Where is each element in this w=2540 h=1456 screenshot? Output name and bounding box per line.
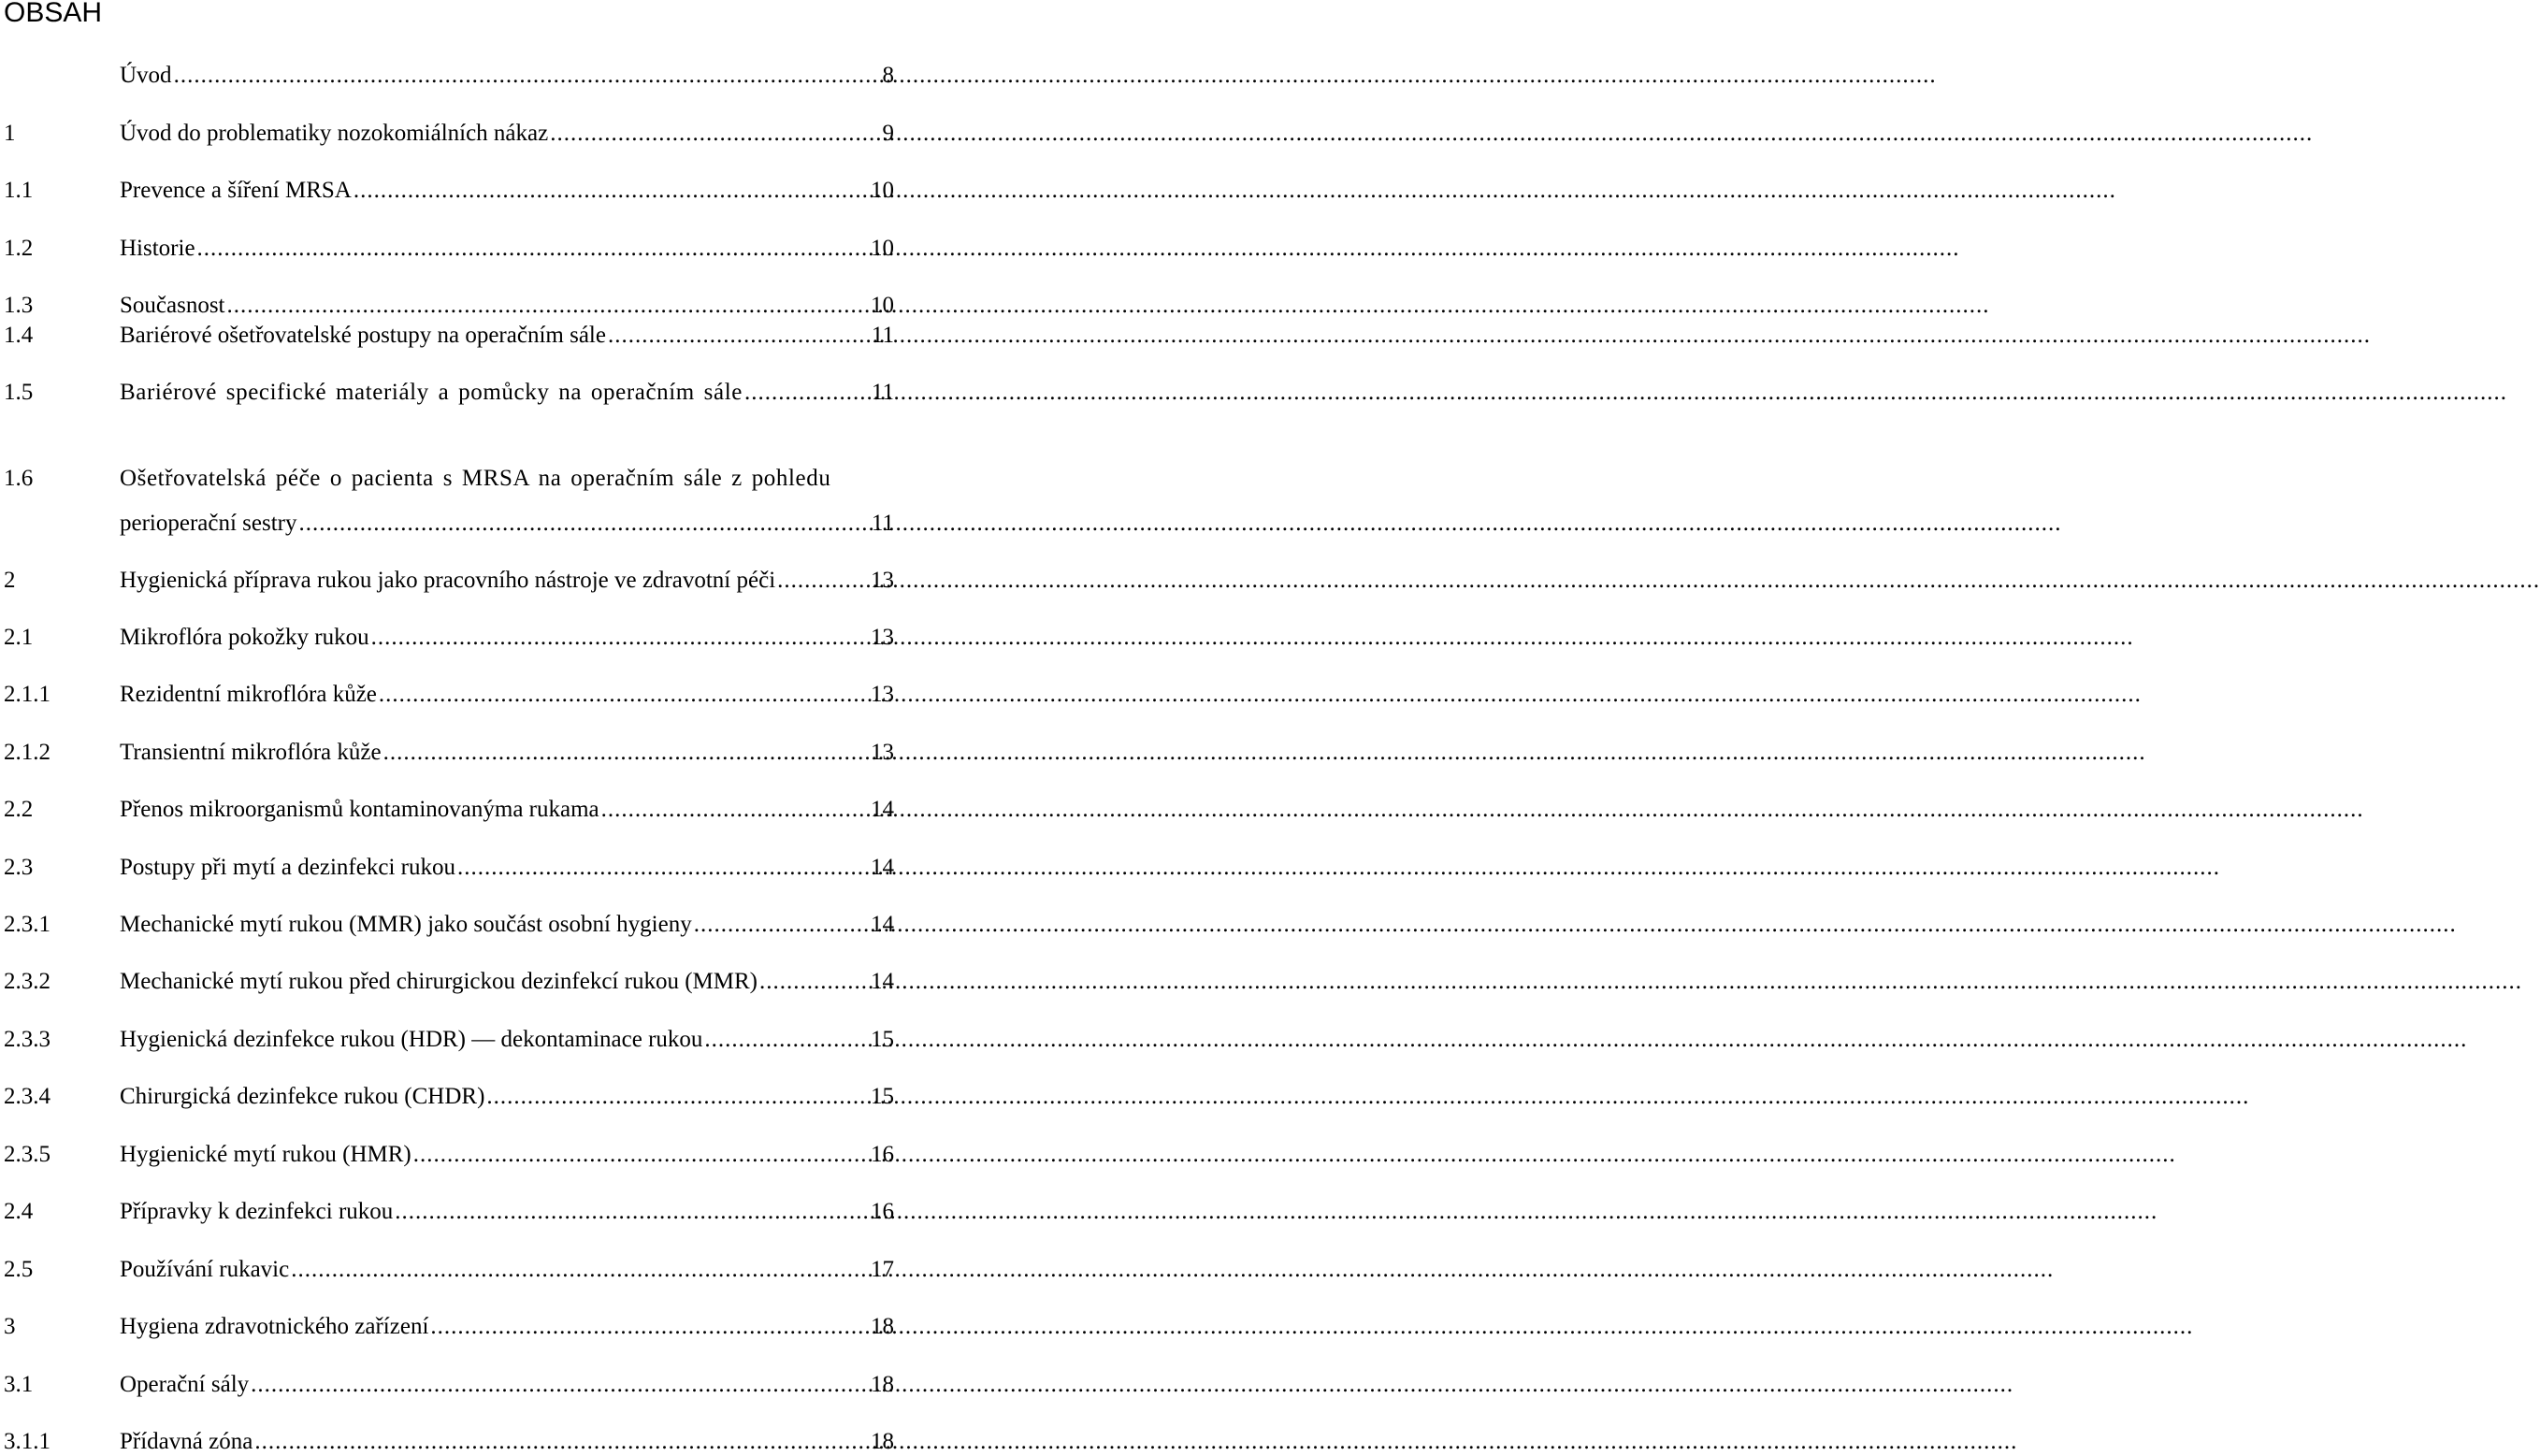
toc-entry-title: Mechanické mytí rukou před chirurgickou dezinfekcí rukou (MMR) <box>120 969 758 994</box>
toc-entry-2-4[interactable] <box>4 1198 894 1226</box>
toc-entry-title: Chirurgická dezinfekce rukou (CHDR) <box>120 1084 485 1109</box>
toc-entry-title: Mechanické mytí rukou (MMR) jako součást osobní hygieny <box>120 912 692 937</box>
toc-entry-3[interactable] <box>4 1313 894 1341</box>
dot-leader <box>197 235 871 263</box>
toc-entry-number: 1.1 <box>4 178 34 203</box>
toc-entry-number: 2.2 <box>4 797 34 822</box>
toc-entry-1-3[interactable] <box>4 292 894 320</box>
toc-entry-title: Hygienické mytí rukou (HMR) <box>120 1142 411 1167</box>
toc-entry-page: 14 <box>871 912 894 937</box>
toc-entry-page: 18 <box>871 1429 894 1454</box>
toc-entry-title: Hygiena zdravotnického zařízení <box>120 1314 429 1339</box>
toc-entry-number: 2.5 <box>4 1257 34 1282</box>
toc-entry-page: 15 <box>871 1027 894 1052</box>
toc-entry-title: Přídavná zóna <box>120 1429 253 1454</box>
toc-entry-title: Ošetřovatelská péče o pacienta s MRSA na operačním sále z pohledu <box>120 466 831 491</box>
dot-leader <box>354 177 871 205</box>
toc-heading: OBSAH <box>4 0 103 28</box>
toc-entry-2-5[interactable] <box>4 1256 894 1284</box>
dot-leader <box>694 911 871 939</box>
toc-entry-page: 10 <box>871 178 894 203</box>
toc-entry-page: 14 <box>871 797 894 822</box>
toc-entry-number: 3.1 <box>4 1372 34 1397</box>
toc-entry-number: 2.3.3 <box>4 1027 51 1052</box>
dot-leader <box>174 62 883 90</box>
toc-entry-title: Operační sály <box>120 1372 250 1397</box>
toc-entry-title: Postupy při mytí a dezinfekci rukou <box>120 855 455 880</box>
toc-entry-uvod[interactable] <box>4 62 894 90</box>
toc-entry-page: 15 <box>871 1084 894 1109</box>
dot-leader <box>486 1083 871 1111</box>
toc-entry-number: 1.3 <box>4 293 34 318</box>
toc-entry-title: Přípravky k dezinfekci rukou <box>120 1199 394 1224</box>
toc-entry-number: 1.6 <box>4 466 34 491</box>
toc-entry-1-6[interactable] <box>4 465 894 538</box>
dot-leader <box>371 624 871 652</box>
toc-entry-1-4[interactable] <box>4 322 894 350</box>
toc-entry-page: 9 <box>882 121 894 146</box>
toc-entry-1[interactable] <box>4 120 894 148</box>
toc-entry-2-3-1[interactable] <box>4 911 894 939</box>
toc-entry-2-3-4[interactable] <box>4 1083 894 1111</box>
toc-entry-page: 16 <box>871 1199 894 1224</box>
dot-leader <box>383 739 871 767</box>
toc-entry-number: 1.5 <box>4 380 34 405</box>
toc-entry-title: Přenos mikroorganismů kontaminovanýma rukama <box>120 797 599 822</box>
toc-entry-3-1-1[interactable] <box>4 1428 894 1456</box>
dot-leader <box>601 796 871 824</box>
dot-leader <box>744 379 872 407</box>
toc-entry-title: Úvod <box>120 63 172 88</box>
toc-entry-2[interactable] <box>4 567 894 595</box>
dot-leader <box>608 322 872 350</box>
toc-entry-number: 2.1.2 <box>4 740 51 765</box>
dot-leader <box>704 1026 871 1054</box>
toc-entry-number: 2.1 <box>4 625 34 650</box>
toc-entry-2-2[interactable] <box>4 796 894 824</box>
toc-entry-title-continuation: perioperační sestry <box>120 511 297 536</box>
toc-entry-number: 2.3.2 <box>4 969 51 994</box>
toc-entry-number: 1.2 <box>4 236 34 261</box>
toc-entry-2-3-5[interactable] <box>4 1141 894 1169</box>
toc-entry-2-1[interactable] <box>4 624 894 652</box>
toc-entry-page: 18 <box>871 1372 894 1397</box>
toc-entry-page: 14 <box>871 969 894 994</box>
toc-entry-page: 10 <box>871 293 894 318</box>
toc-entry-number: 2.3.4 <box>4 1084 51 1109</box>
toc-entry-2-1-1[interactable] <box>4 681 894 709</box>
toc-entry-1-5[interactable] <box>4 379 894 407</box>
toc-entry-page: 8 <box>882 63 894 88</box>
toc-entry-title: Hygienická dezinfekce rukou (HDR) — dekontaminace rukou <box>120 1027 703 1052</box>
dot-leader <box>254 1428 871 1456</box>
toc-entry-2-3-2[interactable] <box>4 968 894 996</box>
toc-entry-title: Prevence a šíření MRSA <box>120 178 352 203</box>
toc-entry-1-2[interactable] <box>4 235 894 263</box>
toc-entry-number: 2.3.1 <box>4 912 51 937</box>
toc-entry-2-3[interactable] <box>4 854 894 882</box>
dot-leader <box>413 1141 871 1169</box>
toc-entry-page: 13 <box>871 682 894 707</box>
toc-entry-number: 2.1.1 <box>4 682 51 707</box>
toc-entry-2-1-2[interactable] <box>4 739 894 767</box>
dot-leader <box>430 1313 871 1341</box>
toc-entry-page: 11 <box>871 380 894 405</box>
toc-entry-title: Bariérové specifické materiály a pomůcky na operačním sále <box>120 380 743 405</box>
toc-entry-number: 3 <box>4 1314 16 1339</box>
dot-leader <box>379 681 871 709</box>
toc-entry-page: 11 <box>871 511 894 536</box>
toc-entry-page: 17 <box>871 1257 894 1282</box>
dot-leader <box>227 292 872 320</box>
dot-leader <box>550 120 882 148</box>
toc-entry-page: 13 <box>871 740 894 765</box>
toc-entry-title: Bariérové ošetřovatelské postupy na operačním sále <box>120 323 606 348</box>
dot-leader <box>457 854 871 882</box>
toc-entry-page: 18 <box>871 1314 894 1339</box>
dot-leader <box>777 567 871 595</box>
toc-entry-number: 2.4 <box>4 1199 34 1224</box>
dot-leader <box>291 1256 871 1284</box>
toc-entry-page: 13 <box>871 568 894 593</box>
toc-entry-page: 10 <box>871 236 894 261</box>
toc-entry-2-3-3[interactable] <box>4 1026 894 1054</box>
toc-entry-title: Úvod do problematiky nozokomiálních nákaz <box>120 121 549 146</box>
toc-entry-page: 11 <box>871 323 894 348</box>
toc-entry-number: 2.3.5 <box>4 1142 51 1167</box>
dot-leader <box>299 510 872 538</box>
toc-entry-title: Hygienická příprava rukou jako pracovního nástroje ve zdravotní péči <box>120 568 776 593</box>
toc-entry-1-1[interactable] <box>4 177 894 205</box>
toc-entry-number: 2 <box>4 568 16 593</box>
toc-entry-title: Transientní mikroflóra kůže <box>120 740 382 765</box>
toc-entry-number: 1.4 <box>4 323 34 348</box>
toc-entry-number: 2.3 <box>4 855 34 880</box>
toc-entry-page: 13 <box>871 625 894 650</box>
dot-leader <box>395 1198 871 1226</box>
toc-entry-3-1[interactable] <box>4 1371 894 1399</box>
toc-entry-title: Rezidentní mikroflóra kůže <box>120 682 377 707</box>
dot-leader <box>759 968 871 996</box>
toc-entry-page: 16 <box>871 1142 894 1167</box>
toc-entry-title: Mikroflóra pokožky rukou <box>120 625 369 650</box>
toc-entry-number: 3.1.1 <box>4 1429 51 1454</box>
toc-entry-title: Současnost <box>120 293 225 318</box>
toc-entry-number: 1 <box>4 121 16 146</box>
toc-entry-page: 14 <box>871 855 894 880</box>
dot-leader <box>251 1371 871 1399</box>
toc-entry-title: Používání rukavic <box>120 1257 290 1282</box>
toc-entry-title: Historie <box>120 236 195 261</box>
